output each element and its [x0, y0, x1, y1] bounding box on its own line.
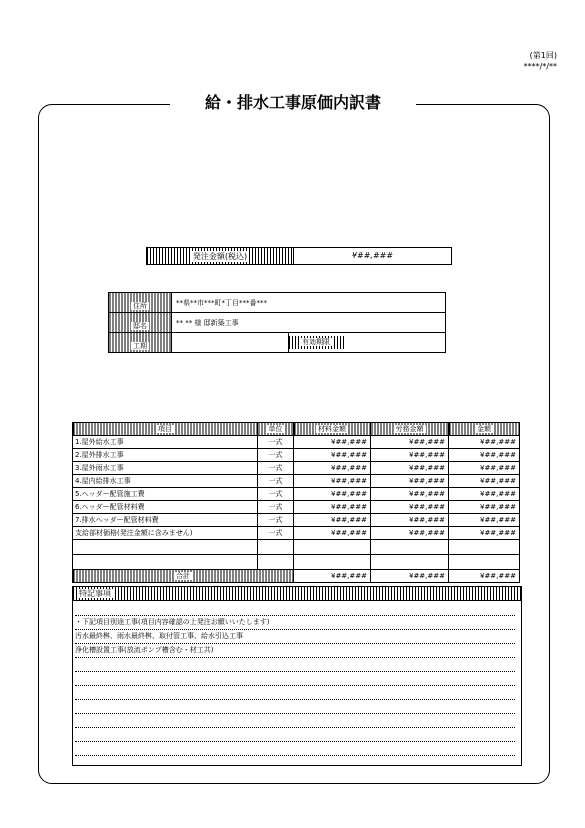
notes-box: [72, 586, 522, 766]
note-line: [75, 672, 515, 686]
table-row: [73, 514, 520, 527]
row-unit: 一式: [258, 501, 294, 514]
notes-header: [73, 587, 521, 601]
header-material: 材料金額: [318, 424, 346, 433]
total-row: [73, 570, 520, 583]
location-label-cell: [109, 293, 172, 313]
table-row: [73, 436, 520, 449]
note-line: [75, 714, 515, 728]
row-labor: ¥##,###: [371, 475, 449, 488]
row-material: [294, 555, 371, 570]
row-item: 3.屋外雨水工事: [73, 462, 258, 475]
row-item: 7.排水ヘッダー配管材料費: [73, 514, 258, 527]
row-labor: ¥##,###: [371, 449, 449, 462]
row-unit: 一式: [258, 488, 294, 501]
total-label-cell: [73, 570, 294, 583]
table-row: [73, 449, 520, 462]
row-unit: 一式: [258, 462, 294, 475]
row-material: ¥##,###: [294, 462, 371, 475]
row-unit: 一式: [258, 475, 294, 488]
table-row: [73, 475, 520, 488]
table-row: [73, 555, 520, 570]
row-amount: ¥##,###: [449, 462, 520, 475]
validity-label: 有効期限: [302, 338, 330, 346]
period-label-cell: [109, 333, 172, 353]
total-labor: ¥##,###: [371, 570, 449, 583]
note-line: [75, 602, 515, 616]
location-label: 住所: [133, 302, 147, 310]
row-unit: 一式: [258, 527, 294, 540]
note-line: 浄化槽設置工事(放流ポンプ槽含む・材工共): [75, 644, 515, 658]
header-labor-cell: [371, 423, 449, 436]
order-amount-box: [146, 247, 452, 265]
order-amount-label-cell: [147, 248, 294, 264]
document-title: 給・排水工事原価内訳書: [170, 92, 416, 114]
row-material: ¥##,###: [294, 501, 371, 514]
row-labor: ¥##,###: [371, 514, 449, 527]
row-unit: 一式: [258, 436, 294, 449]
edition-label: (第1回): [529, 51, 557, 60]
row-amount: ¥##,###: [449, 436, 520, 449]
period-value: [172, 333, 289, 353]
row-material: ¥##,###: [294, 475, 371, 488]
header-unit-cell: [258, 423, 294, 436]
document-date: ****/*/**: [523, 62, 557, 71]
row-material: [294, 540, 371, 555]
table-row: [73, 540, 520, 555]
header-item: 項目: [158, 424, 172, 433]
location-value: **県**市***町*丁目***番***: [172, 293, 446, 313]
name-label: 邸名: [133, 322, 147, 330]
row-material: ¥##,###: [294, 449, 371, 462]
order-amount-value: ¥##,###: [351, 251, 394, 260]
name-value: ** ** 様 邸新築工事: [172, 313, 446, 333]
table-row: [73, 488, 520, 501]
row-amount: [449, 555, 520, 570]
row-item: [73, 540, 258, 555]
total-label: 合計: [176, 571, 190, 580]
header-item-cell: [73, 423, 258, 436]
cost-table-header: [73, 423, 520, 436]
notes-lines: [73, 601, 521, 765]
note-line: [75, 658, 515, 672]
row-item: 4.屋内給排水工事: [73, 475, 258, 488]
header-unit: 単位: [268, 424, 283, 433]
row-item: 1.屋外給水工事: [73, 436, 258, 449]
row-amount: ¥##,###: [449, 514, 520, 527]
note-line: [75, 728, 515, 742]
header-material-cell: [294, 423, 371, 436]
row-unit: [258, 540, 294, 555]
header-labor: 労務金額: [395, 424, 424, 433]
row-labor: [371, 555, 449, 570]
period-label: 工期: [133, 342, 147, 350]
row-material: ¥##,###: [294, 488, 371, 501]
row-item: [73, 555, 258, 570]
note-line: ・下記項目別途工事(項目内容確認の上発注お願いいたします): [75, 616, 515, 630]
note-line: [75, 700, 515, 714]
header-amount: 金額: [477, 424, 491, 433]
row-labor: ¥##,###: [371, 436, 449, 449]
row-amount: ¥##,###: [449, 488, 520, 501]
note-line: 汚水最終桝、雨水最終桝、取付管工事、給水引込工事: [75, 630, 515, 644]
table-row: [73, 527, 520, 540]
total-amount: ¥##,###: [449, 570, 520, 583]
row-item: 支給部材価格(発注金額に含みません): [73, 527, 258, 540]
order-amount-label: 発注金額(税込): [192, 251, 248, 261]
row-amount: [449, 540, 520, 555]
row-material: ¥##,###: [294, 514, 371, 527]
row-labor: ¥##,###: [371, 488, 449, 501]
row-item: 6.ヘッダー配管材料費: [73, 501, 258, 514]
row-material: ¥##,###: [294, 436, 371, 449]
row-unit: 一式: [258, 449, 294, 462]
validity-label-cell: [289, 336, 344, 349]
row-unit: [258, 555, 294, 570]
note-line: [75, 742, 515, 756]
cost-table: [72, 422, 520, 583]
validity-value: [344, 338, 348, 346]
row-labor: [371, 540, 449, 555]
row-material: ¥##,###: [294, 527, 371, 540]
table-row: [73, 462, 520, 475]
row-amount: ¥##,###: [449, 475, 520, 488]
notes-text: [75, 602, 515, 769]
validity-cell: [289, 333, 446, 353]
row-item: 2.屋外排水工事: [73, 449, 258, 462]
row-amount: ¥##,###: [449, 501, 520, 514]
header-amount-cell: [449, 423, 520, 436]
project-info-table: [108, 292, 446, 353]
table-row: [73, 501, 520, 514]
row-amount: ¥##,###: [449, 527, 520, 540]
row-labor: ¥##,###: [371, 501, 449, 514]
row-amount: ¥##,###: [449, 449, 520, 462]
row-unit: 一式: [258, 514, 294, 527]
row-item: 5.ヘッダー配管施工費: [73, 488, 258, 501]
note-line: [75, 686, 515, 700]
row-labor: ¥##,###: [371, 462, 449, 475]
note-line: [75, 756, 515, 769]
name-label-cell: [109, 313, 172, 333]
total-material: ¥##,###: [294, 570, 371, 583]
row-labor: ¥##,###: [371, 527, 449, 540]
notes-label: 特記事項: [79, 589, 111, 598]
